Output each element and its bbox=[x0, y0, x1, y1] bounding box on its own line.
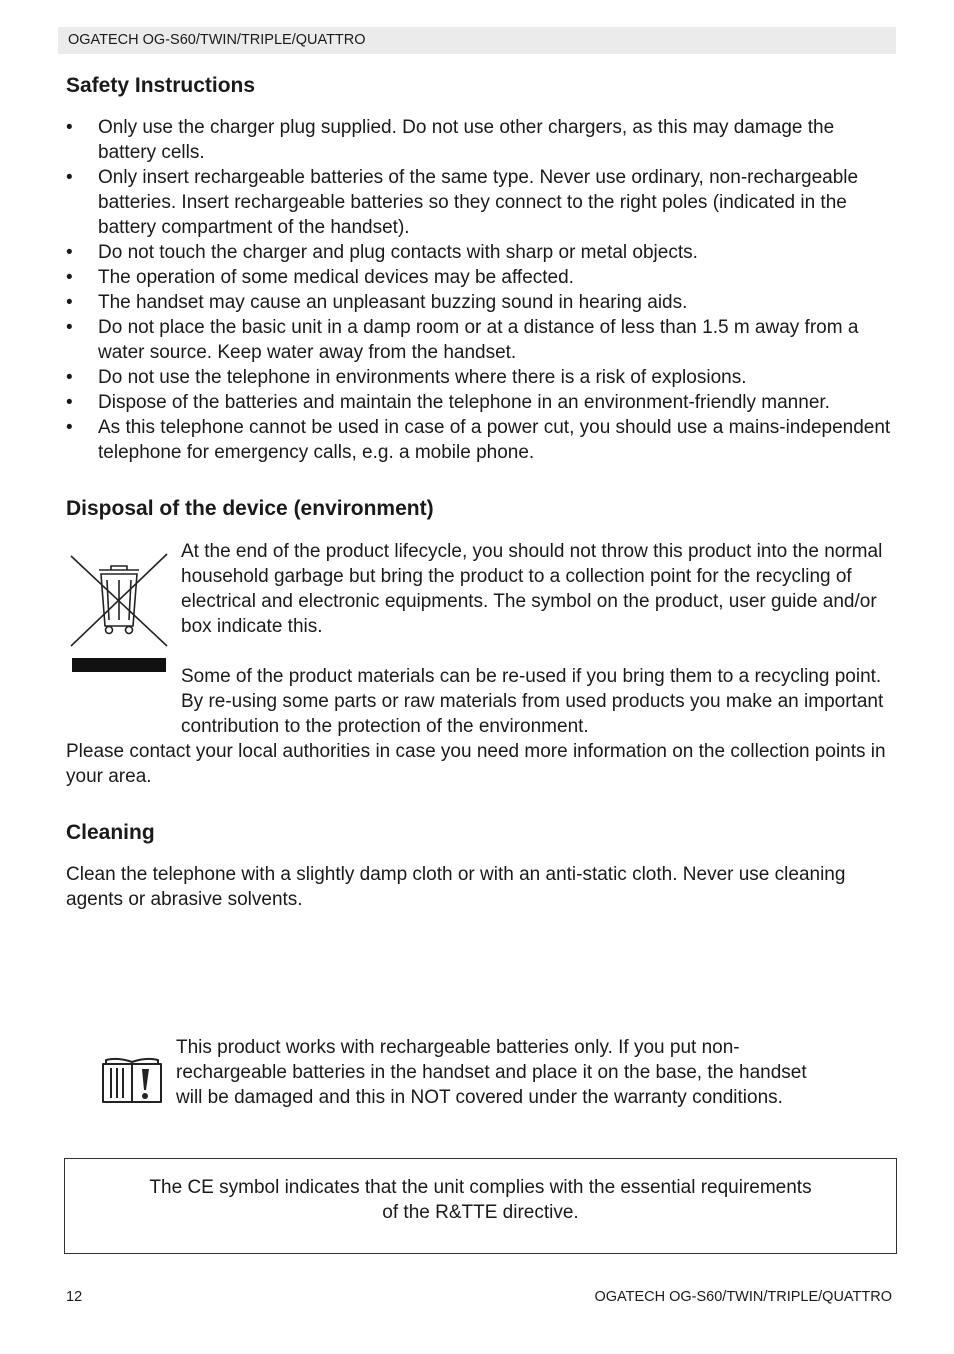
crossed-out-wheelie-bin-icon bbox=[69, 548, 169, 674]
list-item: • Only insert rechargeable batteries of the same type. Never use ordinary, non-rechargeable batteries. Insert rechargeable batteries so they connect to the right poles (indicated in the battery compartment of the handset). bbox=[66, 167, 859, 238]
list-item: • The operation of some medical devices may be affected. bbox=[66, 267, 574, 288]
list-item: • As this telephone cannot be used in case of a power cut, you should use a mains-independent telephone for emergency calls, e.g. a mobile phone. bbox=[66, 417, 891, 463]
book-exclamation-icon bbox=[100, 1054, 164, 1104]
disposal-paragraph: At the end of the product lifecycle, you should not throw this product into the normal household garbage but bring the product to a collection point for the recycling of electrical and electronic equipments. The symbol on the product, user guide and/or box indicate this. bbox=[181, 541, 883, 637]
recycling-paragraph: Some of the product materials can be re-used if you bring them to a recycling point. By re-using some parts or raw materials from used products you make an important contribution to the protection of the environment. bbox=[181, 666, 884, 737]
list-item: • Do not touch the charger and plug contacts with sharp or metal objects. bbox=[66, 242, 698, 263]
list-item: • Dispose of the batteries and maintain the telephone in an environment-friendly manner. bbox=[66, 392, 830, 413]
running-header: OGATECH OG-S60/TWIN/TRIPLE/QUATTRO bbox=[58, 27, 896, 54]
footer-title: OGATECH OG-S60/TWIN/TRIPLE/QUATTRO bbox=[594, 1289, 892, 1305]
ce-notice-line-2: of the R&TTE directive. bbox=[382, 1202, 579, 1223]
ce-notice-line-1: The CE symbol indicates that the unit complies with the essential requirements bbox=[149, 1177, 812, 1198]
list-item: • Do not use the telephone in environments where there is a risk of explosions. bbox=[66, 367, 747, 388]
list-item: • Only use the charger plug supplied. Do not use other chargers, as this may damage the battery cells. bbox=[66, 117, 835, 163]
ce-notice-text bbox=[65, 1175, 896, 1225]
cleaning-heading: Cleaning bbox=[66, 821, 155, 844]
list-item: • The handset may cause an unpleasant buzzing sound in hearing aids. bbox=[66, 292, 688, 313]
cleaning-paragraph: Clean the telephone with a slightly damp cloth or with an anti-static cloth. Never use cleaning agents or abrasive solvents. bbox=[66, 864, 846, 910]
list-item: • Do not place the basic unit in a damp room or at a distance of less than 1.5 m away from a water source. Keep water away from the handset. bbox=[66, 317, 859, 363]
battery-warning-text: This product works with rechargeable batteries only. If you put non- rechargeable batteries in the handset and place it on the base, the handset will be damaged and this in NOT covered under the warranty conditions. bbox=[176, 1037, 807, 1108]
ce-notice-box bbox=[64, 1158, 897, 1254]
contact-paragraph: Please contact your local authorities in case you need more information on the collection points in your area. bbox=[66, 741, 886, 787]
page-number: 12 bbox=[66, 1289, 83, 1305]
disposal-more-info bbox=[66, 664, 896, 789]
disposal-heading: Disposal of the device (environment) bbox=[66, 497, 434, 520]
safety-heading: Safety Instructions bbox=[66, 74, 256, 97]
safety-list bbox=[66, 115, 896, 465]
